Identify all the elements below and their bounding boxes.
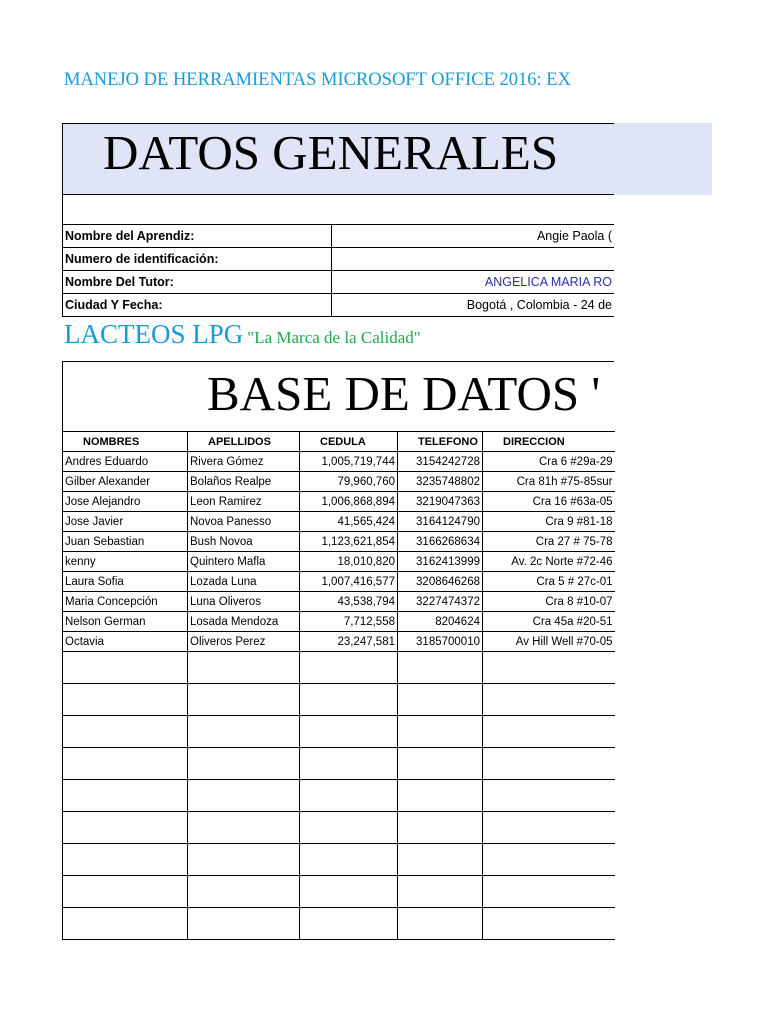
- empty-row: [63, 780, 615, 812]
- table-cell[interactable]: Cra 81h #75-85sur: [483, 472, 615, 492]
- empty-cell[interactable]: [483, 844, 615, 876]
- datos-generales-banner-overflow: [614, 123, 712, 195]
- empty-cell[interactable]: [483, 780, 615, 812]
- empty-cell[interactable]: [63, 844, 188, 876]
- table-row: [63, 552, 615, 572]
- column-header: NOMBRES: [63, 432, 188, 452]
- table-cell[interactable]: Bolaños Realpe: [188, 472, 300, 492]
- empty-cell[interactable]: [398, 876, 483, 908]
- empty-cell[interactable]: [188, 684, 300, 716]
- empty-cell[interactable]: [398, 812, 483, 844]
- empty-cell[interactable]: [63, 812, 188, 844]
- table-cell[interactable]: Cra 45a #20-51: [483, 612, 615, 632]
- column-header: APELLIDOS: [188, 432, 300, 452]
- table-cell[interactable]: Cra 16 #63a-05: [483, 492, 615, 512]
- empty-cell[interactable]: [188, 748, 300, 780]
- empty-row: [63, 748, 615, 780]
- empty-cell[interactable]: [300, 812, 398, 844]
- empty-cell[interactable]: [398, 684, 483, 716]
- table-cell[interactable]: Juan Sebastian: [63, 532, 188, 552]
- empty-cell[interactable]: [300, 844, 398, 876]
- table-cell[interactable]: 79,960,760: [300, 472, 398, 492]
- table-cell[interactable]: Bush Novoa: [188, 532, 300, 552]
- table-cell[interactable]: Jose Alejandro: [63, 492, 188, 512]
- table-row: [63, 532, 615, 552]
- empty-cell[interactable]: [188, 876, 300, 908]
- table-cell[interactable]: Novoa Panesso: [188, 512, 300, 532]
- table-cell[interactable]: Nelson German: [63, 612, 188, 632]
- empty-cell[interactable]: [63, 780, 188, 812]
- table-cell[interactable]: 23,247,581: [300, 632, 398, 652]
- empty-row: [63, 844, 615, 876]
- table-cell[interactable]: Av Hill Well #70-05: [483, 632, 615, 652]
- empty-cell[interactable]: [188, 908, 300, 940]
- empty-cell[interactable]: [63, 748, 188, 780]
- table-cell[interactable]: 3227474372: [398, 592, 483, 612]
- table-cell[interactable]: Cra 5 # 27c-01: [483, 572, 615, 592]
- info-row: [63, 225, 615, 248]
- table-cell[interactable]: Octavia: [63, 632, 188, 652]
- info-row: [63, 248, 615, 271]
- empty-cell[interactable]: [300, 748, 398, 780]
- base-datos-title: BASE DE DATOS ': [207, 366, 601, 421]
- table-row: [63, 512, 615, 532]
- empty-cell[interactable]: [483, 812, 615, 844]
- column-header: CEDULA: [300, 432, 398, 452]
- table-row: [63, 592, 615, 612]
- empty-cell[interactable]: [483, 876, 615, 908]
- empty-cell[interactable]: [63, 908, 188, 940]
- empty-cell[interactable]: [398, 652, 483, 684]
- table-cell[interactable]: 3208646268: [398, 572, 483, 592]
- table-cell[interactable]: Jose Javier: [63, 512, 188, 532]
- spacer-row: [62, 195, 615, 224]
- info-label: Nombre del Aprendiz:: [63, 225, 332, 248]
- table-cell[interactable]: 1,006,868,894: [300, 492, 398, 512]
- info-value[interactable]: [332, 248, 615, 271]
- course-title: MANEJO DE HERRAMIENTAS MICROSOFT OFFICE 2016: EX: [64, 70, 571, 90]
- table-row: [63, 472, 615, 492]
- table-cell[interactable]: Laura Sofia: [63, 572, 188, 592]
- brand-line: [64, 319, 421, 350]
- empty-cell[interactable]: [483, 652, 615, 684]
- empty-cell[interactable]: [300, 908, 398, 940]
- info-row: [63, 271, 615, 294]
- table-cell[interactable]: 18,010,820: [300, 552, 398, 572]
- table-cell[interactable]: Cra 27 # 75-78: [483, 532, 615, 552]
- brand-name: LACTEOS LPG: [64, 319, 244, 349]
- column-header: TELEFONO: [398, 432, 483, 452]
- info-label: Nombre Del Tutor:: [63, 271, 332, 294]
- table-cell[interactable]: Quintero Mafla: [188, 552, 300, 572]
- info-label: Ciudad Y Fecha:: [63, 294, 332, 317]
- table-cell[interactable]: Cra 9 #81-18: [483, 512, 615, 532]
- empty-cell[interactable]: [63, 652, 188, 684]
- column-header: DIRECCION: [483, 432, 615, 452]
- info-value[interactable]: ANGELICA MARIA RO: [332, 271, 615, 294]
- empty-cell[interactable]: [398, 908, 483, 940]
- empty-cell[interactable]: [483, 748, 615, 780]
- empty-cell[interactable]: [300, 876, 398, 908]
- table-cell[interactable]: Gilber Alexander: [63, 472, 188, 492]
- empty-cell[interactable]: [398, 844, 483, 876]
- info-row: [63, 294, 615, 317]
- table-row: [63, 452, 615, 472]
- empty-cell[interactable]: [188, 652, 300, 684]
- table-cell[interactable]: 3166268634: [398, 532, 483, 552]
- empty-cell[interactable]: [188, 844, 300, 876]
- table-cell[interactable]: Andres Eduardo: [63, 452, 188, 472]
- records-table: [62, 431, 615, 940]
- table-cell[interactable]: Rivera Gómez: [188, 452, 300, 472]
- empty-cell[interactable]: [63, 716, 188, 748]
- empty-cell[interactable]: [63, 876, 188, 908]
- table-cell[interactable]: 43,538,794: [300, 592, 398, 612]
- empty-cell[interactable]: [188, 812, 300, 844]
- table-cell[interactable]: Cra 8 #10-07: [483, 592, 615, 612]
- table-cell[interactable]: 1,007,416,577: [300, 572, 398, 592]
- table-cell[interactable]: 1,005,719,744: [300, 452, 398, 472]
- info-value[interactable]: Angie Paola (: [332, 225, 615, 248]
- empty-row: [63, 684, 615, 716]
- empty-cell[interactable]: [300, 780, 398, 812]
- brand-slogan: "La Marca de la Calidad": [247, 328, 421, 347]
- empty-cell[interactable]: [300, 684, 398, 716]
- table-cell[interactable]: Leon Ramirez: [188, 492, 300, 512]
- table-cell[interactable]: Cra 6 #29a-29: [483, 452, 615, 472]
- table-cell[interactable]: Av. 2c Norte #72-46: [483, 552, 615, 572]
- empty-cell[interactable]: [483, 684, 615, 716]
- table-cell[interactable]: 3235748802: [398, 472, 483, 492]
- table-row: [63, 612, 615, 632]
- empty-cell[interactable]: [398, 780, 483, 812]
- empty-cell[interactable]: [398, 716, 483, 748]
- table-cell[interactable]: Luna Oliveros: [188, 592, 300, 612]
- table-cell[interactable]: Lozada Luna: [188, 572, 300, 592]
- empty-row: [63, 652, 615, 684]
- empty-cell[interactable]: [483, 908, 615, 940]
- datos-generales-title: DATOS GENERALES: [103, 125, 559, 180]
- table-cell[interactable]: 1,123,621,854: [300, 532, 398, 552]
- empty-cell[interactable]: [483, 716, 615, 748]
- empty-cell[interactable]: [188, 716, 300, 748]
- info-label: Numero de identificación:: [63, 248, 332, 271]
- empty-cell[interactable]: [63, 684, 188, 716]
- table-row: [63, 492, 615, 512]
- empty-cell[interactable]: [188, 780, 300, 812]
- empty-cell[interactable]: [300, 652, 398, 684]
- table-row: [63, 632, 615, 652]
- table-row: [63, 572, 615, 592]
- table-cell[interactable]: 3185700010: [398, 632, 483, 652]
- table-cell[interactable]: 7,712,558: [300, 612, 398, 632]
- table-cell[interactable]: 3164124790: [398, 512, 483, 532]
- empty-row: [63, 812, 615, 844]
- table-cell[interactable]: 41,565,424: [300, 512, 398, 532]
- info-value[interactable]: Bogotá , Colombia - 24 de: [332, 294, 615, 317]
- empty-row: [63, 908, 615, 940]
- table-cell[interactable]: Oliveros Perez: [188, 632, 300, 652]
- empty-row: [63, 716, 615, 748]
- table-cell[interactable]: Maria Concepción: [63, 592, 188, 612]
- empty-cell[interactable]: [398, 748, 483, 780]
- empty-cell[interactable]: [300, 716, 398, 748]
- empty-row: [63, 876, 615, 908]
- table-cell[interactable]: 3154242728: [398, 452, 483, 472]
- table-cell[interactable]: kenny: [63, 552, 188, 572]
- info-table: [62, 224, 614, 317]
- table-cell[interactable]: 8204624: [398, 612, 483, 632]
- table-cell[interactable]: 3162413999: [398, 552, 483, 572]
- table-cell[interactable]: 3219047363: [398, 492, 483, 512]
- table-cell[interactable]: Losada Mendoza: [188, 612, 300, 632]
